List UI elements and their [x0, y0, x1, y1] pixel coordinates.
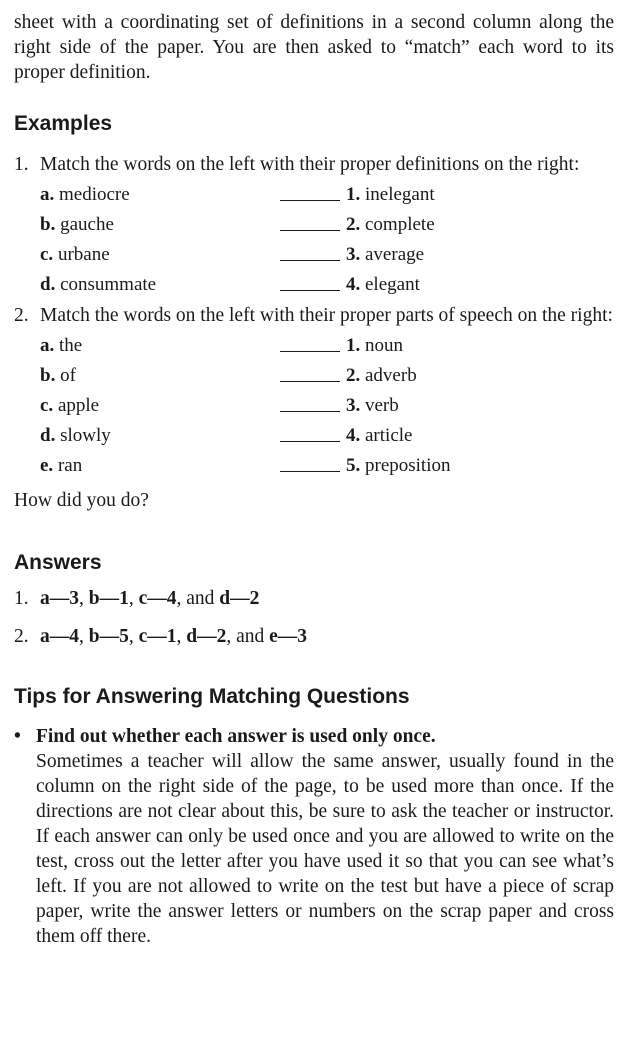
choice-number: 4. [346, 274, 361, 295]
intro-paragraph: sheet with a coordinating set of definitions in a second column along the right side of the paper. You are then asked to “match” each word to its proper definition. [14, 12, 614, 83]
item-letter: c. [40, 395, 54, 416]
page [14, 10, 614, 949]
choice-text: complete [365, 214, 435, 235]
choice-number: 4. [346, 425, 361, 446]
answer-line-2 [14, 622, 614, 652]
question-2-rows [40, 331, 614, 481]
choice-text: verb [365, 395, 399, 416]
question-2-text: Match the words on the left with their proper parts of speech on the right: [40, 305, 613, 326]
tip-1-title [14, 724, 614, 749]
match-row [40, 331, 614, 361]
answer-sep: , [128, 626, 139, 647]
match-row [40, 270, 614, 300]
examples-heading: Examples [14, 112, 113, 135]
choice-text: elegant [365, 274, 420, 295]
question-2 [14, 304, 614, 328]
tip-1-title-text: Find out whether each answer is used only once. [36, 726, 436, 747]
choice-number: 2. [346, 214, 361, 235]
answer-pair: d—2 [186, 626, 227, 647]
question-1-text: Match the words on the left with their proper definitions on the right: [40, 154, 580, 175]
item-word: of [60, 365, 76, 386]
closing-question: How did you do? [14, 490, 149, 511]
match-row [40, 421, 614, 451]
answer-line-1 [14, 584, 614, 614]
choice-number: 2. [346, 365, 361, 386]
item-word: mediocre [59, 184, 130, 205]
match-row [40, 240, 614, 270]
choice-text: noun [365, 335, 403, 356]
match-row [40, 451, 614, 481]
answer-number: 1. [14, 588, 29, 609]
tip-1-body: Sometimes a teacher will allow the same answer, usually found in the column on the right side of the page, to be used more than once. If the directions are not clear about this, be sure to ask the teacher or instructor. If each answer can only be used once and you are allowed to write on the test, cross out the letter after you have used it so that you can see what’s left. If you are not allowed to write on the test but have a piece of scrap paper, write the answer letters or numbers on the scrap paper and cross them off there. [36, 751, 614, 947]
match-row [40, 361, 614, 391]
choice-number: 1. [346, 335, 361, 356]
item-letter: b. [40, 214, 56, 235]
question-2-number: 2. [14, 305, 29, 326]
item-letter: a. [40, 184, 55, 205]
answer-pair: d—2 [219, 588, 260, 609]
answer-sep: , and [226, 626, 270, 647]
answer-pair: b—5 [88, 626, 129, 647]
answer-pair: c—4 [138, 588, 177, 609]
bullet-icon: • [14, 726, 21, 747]
answer-blank[interactable] [280, 290, 340, 291]
answer-blank[interactable] [280, 441, 340, 442]
match-row [40, 210, 614, 240]
answer-sep: , [79, 626, 89, 647]
question-1-number: 1. [14, 154, 29, 175]
answer-pair: a—4 [40, 626, 79, 647]
item-letter: e. [40, 455, 54, 476]
choice-text: article [365, 425, 413, 446]
answer-blank[interactable] [280, 411, 340, 412]
match-row [40, 391, 614, 421]
choice-text: inelegant [365, 184, 435, 205]
item-word: the [59, 335, 83, 356]
item-letter: c. [40, 244, 54, 265]
answer-sep: , [176, 626, 187, 647]
item-letter: d. [40, 274, 56, 295]
choice-text: adverb [365, 365, 417, 386]
answer-blank[interactable] [280, 351, 340, 352]
item-word: gauche [60, 214, 114, 235]
item-letter: a. [40, 335, 55, 356]
answer-pair: e—3 [269, 626, 308, 647]
choice-text: average [365, 244, 425, 265]
answer-blank[interactable] [280, 260, 340, 261]
choice-text: preposition [365, 455, 451, 476]
answer-number: 2. [14, 626, 29, 647]
choice-number: 5. [346, 455, 361, 476]
item-word: slowly [60, 425, 111, 446]
question-1 [14, 153, 614, 177]
answer-sep: , and [176, 588, 220, 609]
tips-heading: Tips for Answering Matching Questions [14, 685, 410, 708]
answer-pair: a—3 [40, 588, 79, 609]
match-row [40, 180, 614, 210]
item-word: apple [57, 395, 100, 416]
answer-blank[interactable] [280, 230, 340, 231]
choice-number: 3. [346, 395, 361, 416]
question-1-rows [40, 180, 614, 300]
item-word: consummate [60, 274, 157, 295]
item-letter: d. [40, 425, 56, 446]
answer-blank[interactable] [280, 200, 340, 201]
item-word: ran [57, 455, 83, 476]
item-letter: b. [40, 365, 56, 386]
answer-pair: c—1 [138, 626, 177, 647]
answer-sep: , [79, 588, 89, 609]
answer-blank[interactable] [280, 471, 340, 472]
answers-heading: Answers [14, 551, 102, 574]
answer-sep: , [128, 588, 139, 609]
answer-blank[interactable] [280, 381, 340, 382]
answer-pair: b—1 [88, 588, 129, 609]
item-word: urbane [57, 244, 110, 265]
choice-number: 1. [346, 184, 361, 205]
choice-number: 3. [346, 244, 361, 265]
